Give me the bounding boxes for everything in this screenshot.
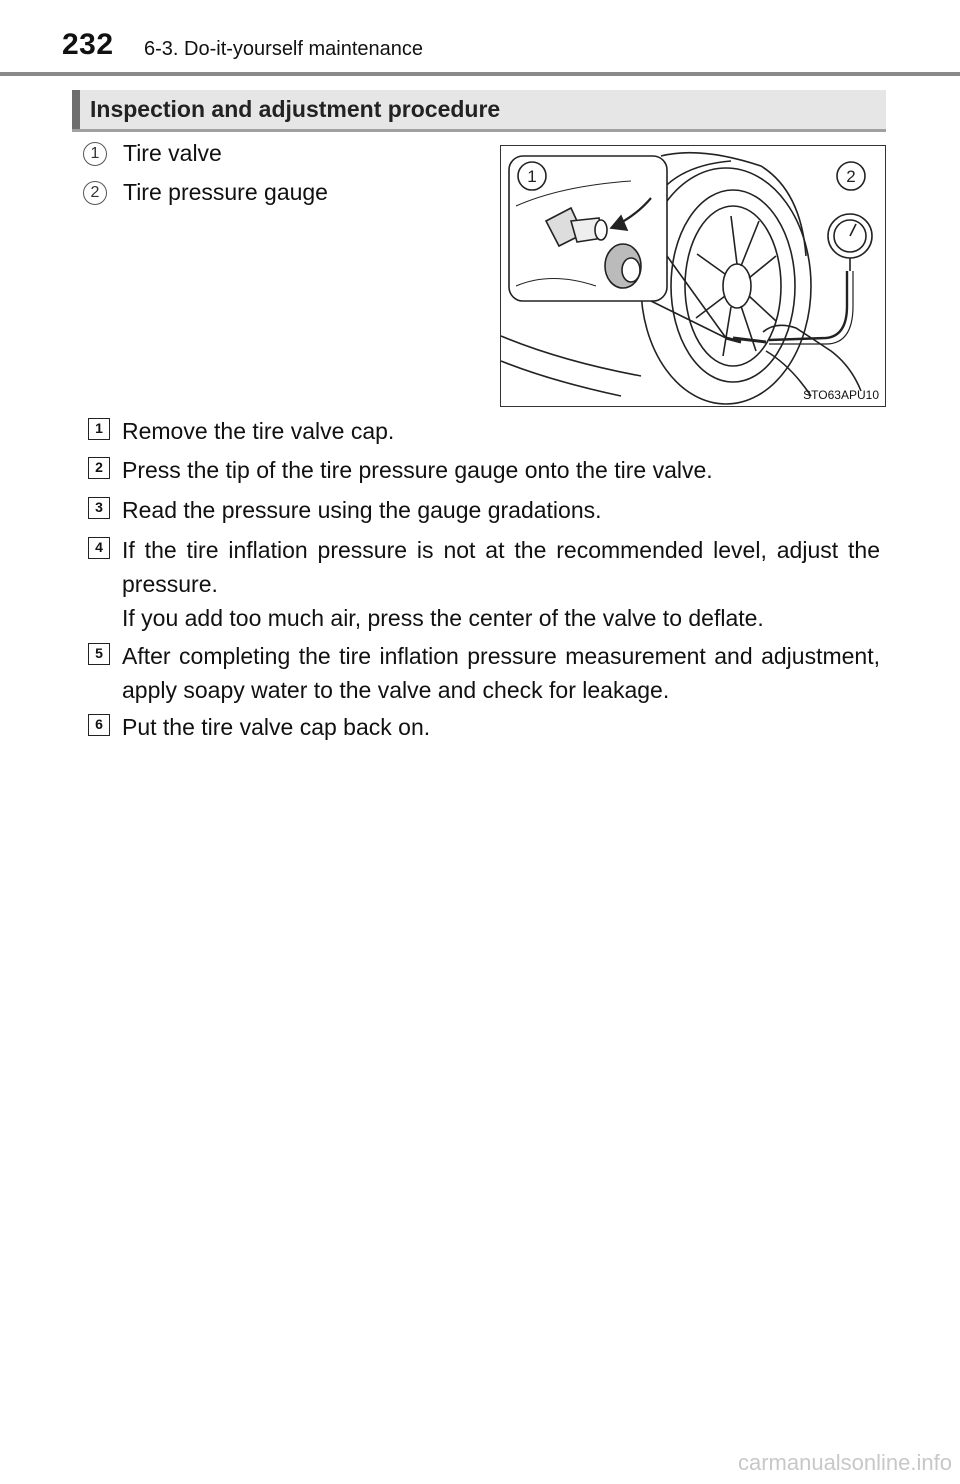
header-divider <box>0 72 960 76</box>
hand <box>763 325 861 396</box>
step-text-block <box>122 533 880 635</box>
step-text: After completing the tire inflation pressure measurement and adjustment, apply soapy water to the valve and check for leakage. <box>122 643 880 703</box>
figure-label-2: 2 <box>846 167 856 186</box>
step-text: Read the pressure using the gauge gradations. <box>122 497 602 523</box>
callout-number: 2 <box>83 181 107 205</box>
callout-label: Tire pressure gauge <box>123 179 328 205</box>
procedure-heading-bar <box>72 90 886 132</box>
figure-label-1: 1 <box>527 167 537 186</box>
step-text: Put the tire valve cap back on. <box>122 714 431 740</box>
watermark: carmanualsonline.info <box>737 1450 952 1475</box>
tire-inspection-illustration <box>500 145 886 407</box>
step-number: 1 <box>88 418 110 440</box>
step-number: 3 <box>88 497 110 519</box>
wheel-hub <box>723 264 751 308</box>
step-number: 6 <box>88 714 110 736</box>
step-number: 2 <box>88 457 110 479</box>
procedure-heading: Inspection and adjustment procedure <box>90 96 501 122</box>
step-text: Remove the tire valve cap. <box>122 418 395 444</box>
step-number: 5 <box>88 643 110 665</box>
callout-label: Tire valve <box>123 140 222 166</box>
step-text: Press the tip of the tire pressure gauge onto the tire valve. <box>122 457 713 483</box>
step-subtext: If you add too much air, press the center of the valve to deflate. <box>122 605 764 631</box>
callout-tire-valve <box>83 138 273 168</box>
callout-number: 1 <box>83 142 107 166</box>
page-number: 232 <box>62 28 114 61</box>
callout-pressure-gauge <box>83 177 328 207</box>
heading-accent <box>72 90 80 129</box>
step-number: 4 <box>88 537 110 559</box>
tire-illustration-drawing <box>501 146 885 406</box>
tire-rim <box>671 190 795 382</box>
section-title: 6-3. Do-it-yourself maintenance <box>144 38 424 60</box>
step-text: If the tire inflation pressure is not at the recommended level, adjust the pressure. <box>122 537 880 597</box>
figure-code: STO63APU10 <box>803 388 879 402</box>
